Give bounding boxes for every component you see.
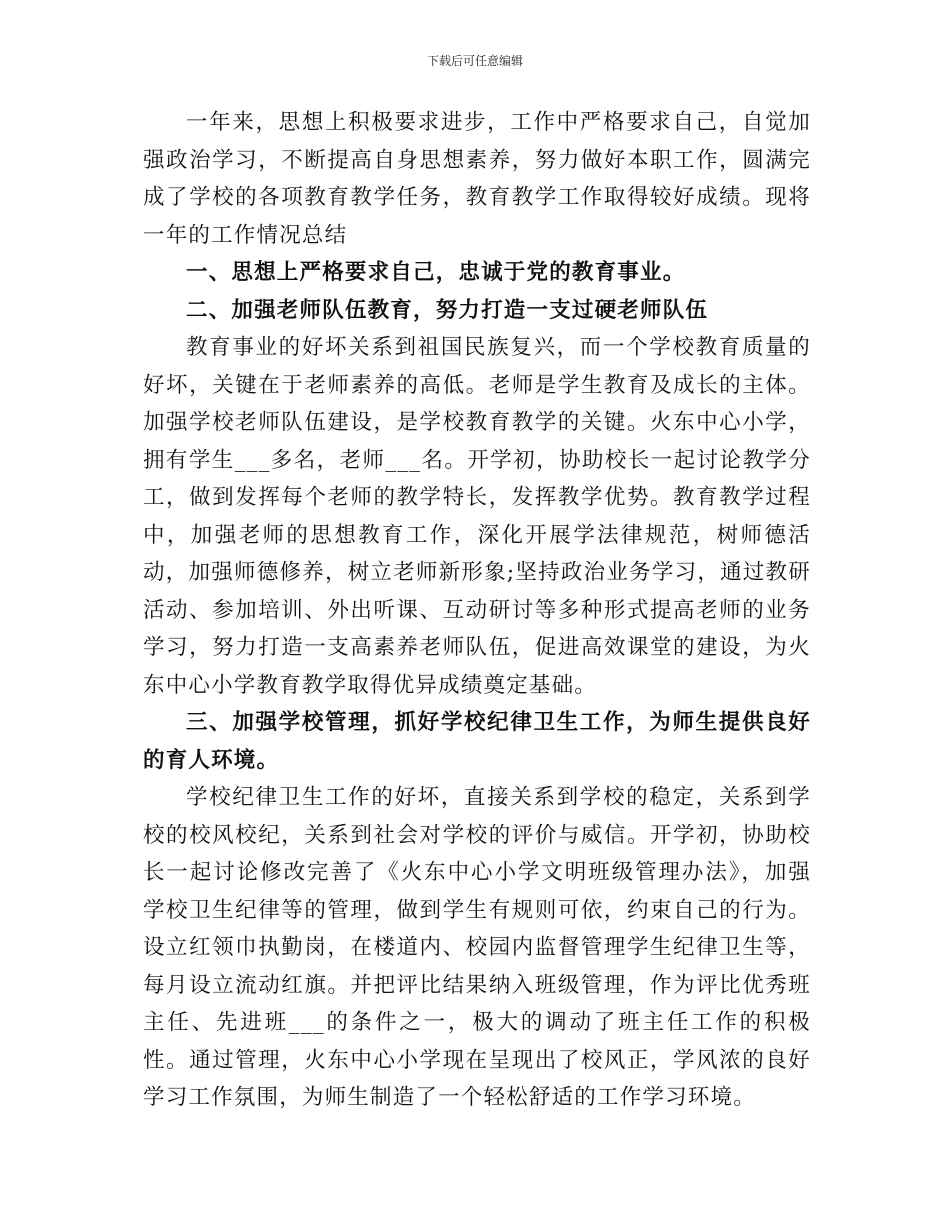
page-header: 下载后可任意编辑: [426, 54, 523, 68]
section-heading-2: 二、加强老师队伍教育，努力打造一支过硬老师队伍: [186, 297, 709, 323]
section-2-paragraph: 教育事业的好坏关系到祖国民族复兴，而一个学校教育质量的好坏，关键在于老师素养的高低。老师是学生教育及成长的主体。加强学校老师队伍建设，是学校教育教学的关键。火东中心小学，拥有学生___多名，老师___名。开学初，协助校长一起讨论教学分工，做到发挥每个老师的教学特长，发挥教学优势。教育教学过程中，加强老师的思想教育工作，深化开展学法律规范，树师德活动，加强师德修养，树立老师新形象;坚持政治业务学习，通过教研活动、参加培训、外出听课、互动研讨等多种形式提高老师的业务学习，努力打造一支高素养老师队伍，促进高效课堂的建设，为火东中心小学教育教学取得优异成绩奠定基础。: [143, 335, 811, 698]
section-3-paragraph: 学校纪律卫生工作的好坏，直接关系到学校的稳定，关系到学校的校风校纪，关系到社会对学校的评价与威信。开学初，协助校长一起讨论修改完善了《火东中心小学文明班级管理办法》，加强学校卫生纪律等的管理，做到学生有规则可依，约束自己的行为。设立红领巾执勤岗，在楼道内、校园内监督管理学生纪律卫生等，每月设立流动红旗。并把评比结果纳入班级管理，作为评比优秀班主任、先进班___的条件之一，极大的调动了班主任工作的积极性。通过管理，火东中心小学现在呈现出了校风正，学风浓的良好学习工作氛围，为师生制造了一个轻松舒适的工作学习环境。: [143, 785, 811, 1110]
intro-paragraph: 一年来，思想上积极要求进步，工作中严格要求自己，自觉加强政治学习，不断提高自身思想素养，努力做好本职工作，圆满完成了学校的各项教育教学任务，教育教学工作取得较好成绩。现将一年的工作情况总结: [143, 110, 811, 248]
section-heading-3: 三、加强学校管理，抓好学校纪律卫生工作，为师生提供良好的育人环境。: [143, 710, 811, 773]
document-body: [143, 104, 811, 1117]
section-heading-1: 一、思想上严格要求自己，忠诚于党的教育事业。: [186, 260, 686, 285]
